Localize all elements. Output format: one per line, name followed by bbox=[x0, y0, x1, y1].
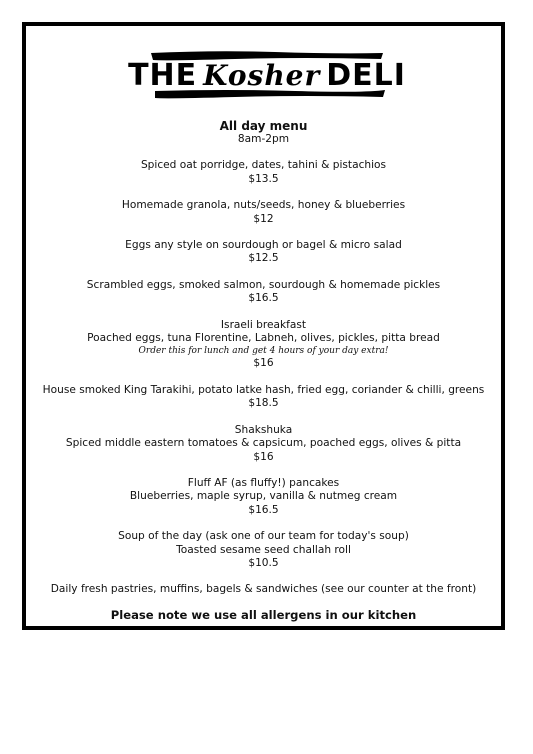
item-price: $16 bbox=[253, 357, 274, 370]
item-price: $12 bbox=[253, 212, 274, 225]
menu-item bbox=[26, 199, 501, 226]
item-note: Order this for lunch and get 4 hours of your day extra! bbox=[138, 346, 389, 357]
item-name: Spiced oat porridge, dates, tahini & pistachios bbox=[140, 159, 387, 172]
menu-title: All day menu bbox=[219, 119, 308, 133]
item-name: Eggs any style on sourdough or bagel & micro salad bbox=[125, 239, 402, 252]
item-description: Spiced middle eastern tomatoes & capsicum, poached eggs, olives & pitta bbox=[65, 437, 462, 450]
item-name: Soup of the day (ask one of our team for today's soup) bbox=[118, 530, 409, 543]
item-name: Homemade granola, nuts/seeds, honey & blueberries bbox=[121, 199, 406, 212]
menu-item bbox=[26, 530, 501, 570]
menu-item bbox=[26, 319, 501, 371]
item-price: $16.5 bbox=[248, 292, 279, 305]
item-name: Scrambled eggs, smoked salmon, sourdough & homemade pickles bbox=[86, 278, 441, 291]
menu-item bbox=[26, 279, 501, 306]
menu-item bbox=[26, 239, 501, 266]
item-price: $16 bbox=[253, 450, 274, 463]
logo-kosher: Kosher bbox=[203, 58, 321, 92]
item-description: Blueberries, maple syrup, vanilla & nutmeg cream bbox=[129, 490, 398, 503]
item-name: Fluff AF (as fluffy!) pancakes bbox=[187, 476, 340, 489]
item-name: House smoked King Tarakihi, potato latke hash, fried egg, coriander & chilli, greens bbox=[42, 383, 485, 396]
item-name: Shakshuka bbox=[234, 423, 293, 436]
logo-the: THE bbox=[128, 57, 198, 93]
item-price: $13.5 bbox=[248, 172, 279, 185]
item-price: $16.5 bbox=[248, 503, 279, 516]
item-name: Israeli breakfast bbox=[220, 318, 307, 331]
extra-note: Daily fresh pastries, muffins, bagels & sandwiches (see our counter at the front) bbox=[50, 583, 477, 596]
menu-item bbox=[26, 159, 501, 186]
logo-deli: DELI bbox=[326, 57, 406, 93]
menu-content bbox=[26, 119, 501, 622]
menu-item bbox=[26, 384, 501, 411]
item-description: Poached eggs, tuna Florentine, Labneh, olives, pickles, pitta bread bbox=[87, 332, 440, 345]
item-description: Toasted sesame seed challah roll bbox=[176, 543, 351, 556]
menu-hours: 8am-2pm bbox=[237, 133, 290, 145]
menu-item bbox=[26, 477, 501, 517]
menu-item bbox=[26, 424, 501, 464]
logo bbox=[128, 47, 406, 103]
item-price: $10.5 bbox=[248, 556, 279, 569]
logo-text bbox=[128, 47, 406, 103]
item-price: $12.5 bbox=[248, 252, 279, 265]
allergen-notice: Please note we use all allergens in our kitchen bbox=[110, 607, 417, 622]
item-price: $18.5 bbox=[248, 397, 279, 410]
